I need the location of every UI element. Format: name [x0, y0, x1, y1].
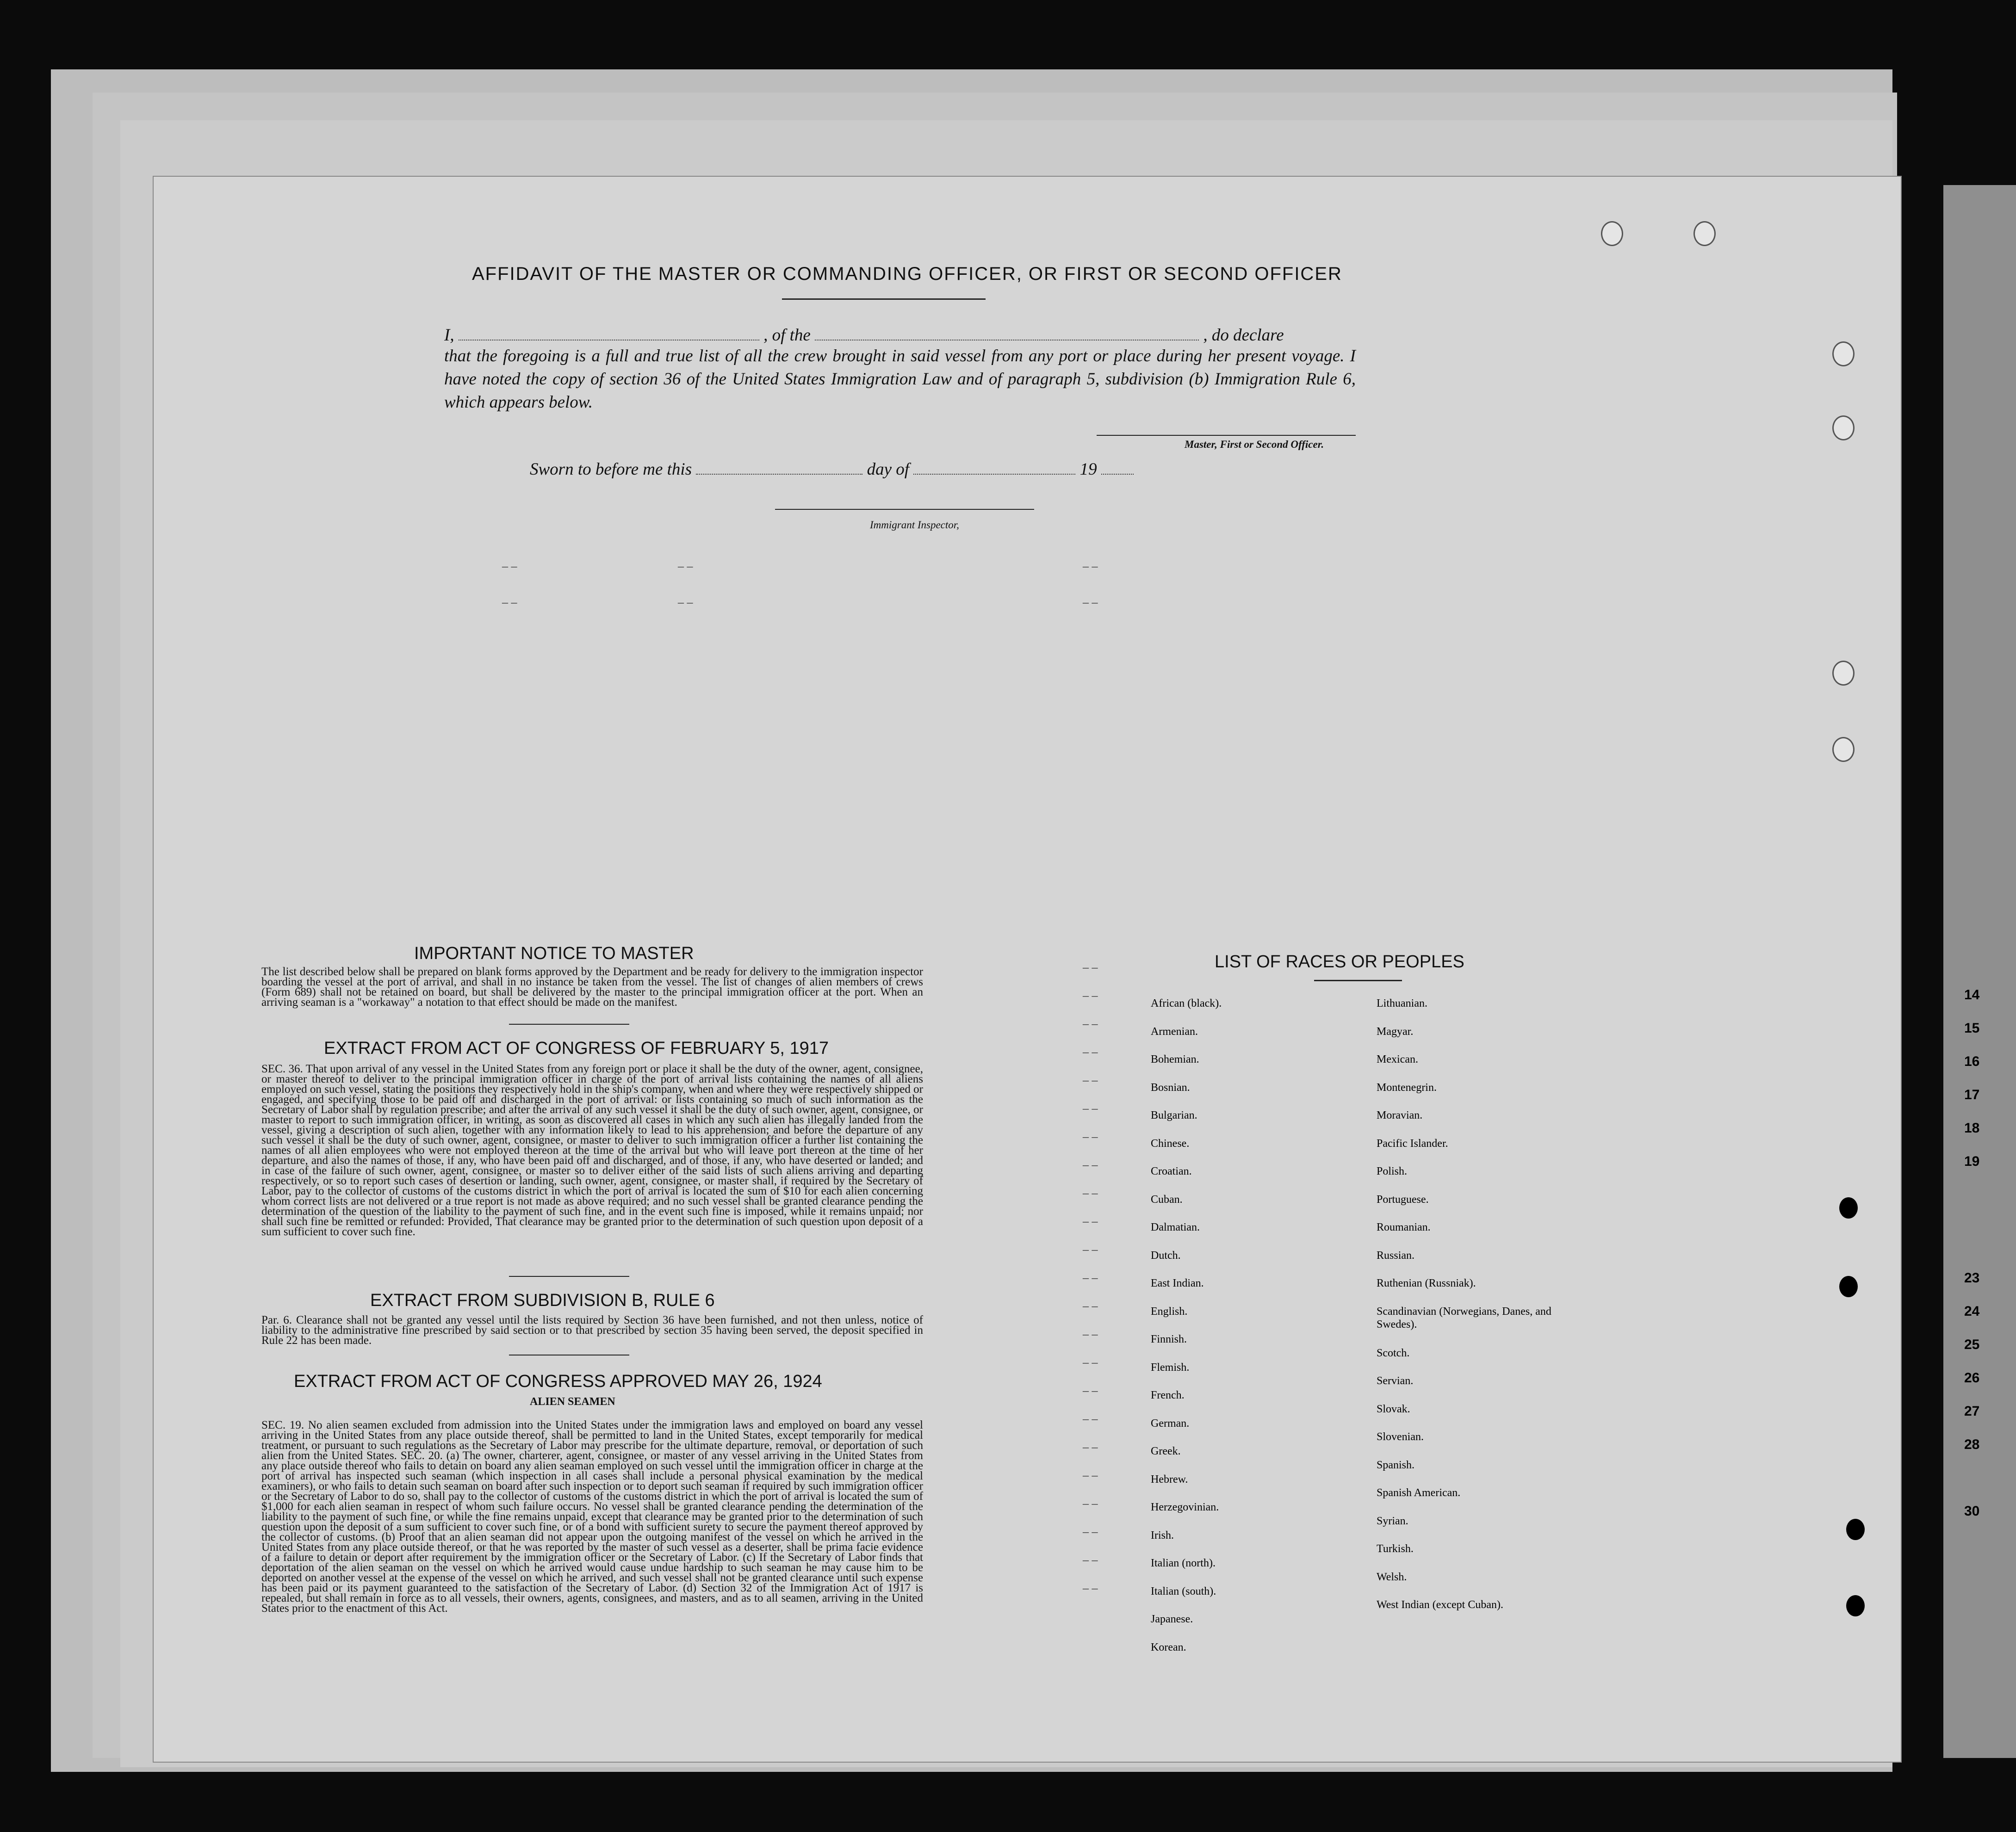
act1917-title: EXTRACT FROM ACT OF CONGRESS OF FEBRUARY 5, 1917: [324, 1039, 829, 1058]
declaration-body: that the foregoing is a full and true list of all the crew brought in said vessel from any port or place during her present voyage. I have noted the copy of section 36 of the United States Immigration Law and of paragraph 5, subdivision (b) Immigration Rule 6, which appears below.: [444, 347, 1356, 412]
race-item: Hebrew.: [1151, 1473, 1188, 1485]
race-item: Montenegrin.: [1377, 1081, 1437, 1094]
faint-dashes-col3: – – – –: [1083, 559, 1098, 609]
notice-title: IMPORTANT NOTICE TO MASTER: [414, 944, 694, 963]
race-item: Syrian.: [1377, 1515, 1408, 1527]
races-title-rule: [1314, 980, 1402, 981]
race-item: English.: [1151, 1305, 1188, 1318]
row-number: 25: [1964, 1337, 1980, 1352]
race-item: Finnish.: [1151, 1333, 1187, 1345]
row-number: 16: [1964, 1054, 1980, 1069]
affidavit-title-rule: [782, 298, 986, 300]
race-item: East Indian.: [1151, 1277, 1204, 1289]
punch-hole-dark: [1846, 1519, 1865, 1540]
race-item: Turkish.: [1377, 1543, 1414, 1555]
day-of-label: day of: [867, 460, 910, 479]
race-item: Servian.: [1377, 1375, 1414, 1387]
faint-dashes-col1: – – – –: [502, 559, 517, 609]
rule6-title: EXTRACT FROM SUBDIVISION B, RULE 6: [370, 1291, 715, 1310]
race-item: Portuguese.: [1377, 1193, 1429, 1206]
race-item: Scotch.: [1377, 1347, 1410, 1359]
rule6-text: Par. 6. Clearance shall not be granted any vessel until the lists required by Section 36 have been furnished, and not then unless, notice of liability to the administrative fine prescribed by said section or to that prescribed by section 35 having been served, the deposit specified in Rule 22 has been made.: [261, 1314, 923, 1347]
row-number: 24: [1964, 1304, 1980, 1319]
punch-hole: [1832, 737, 1855, 762]
race-item: Bulgarian.: [1151, 1109, 1197, 1121]
act1924-title: EXTRACT FROM ACT OF CONGRESS APPROVED MAY 26, 1924: [294, 1372, 822, 1391]
race-item: Bohemian.: [1151, 1053, 1199, 1065]
sworn-year-field[interactable]: [1101, 474, 1134, 475]
race-item: Magyar.: [1377, 1025, 1414, 1038]
inspector-label: Immigrant Inspector,: [870, 519, 959, 531]
row-number: 15: [1964, 1021, 1980, 1036]
notice-text: The list described below shall be prepared on blank forms approved by the Department and be ready for delivery to the immigration inspector boarding the vessel at the port of arrival, and shall in no instance be taken from the vessel. The list of changes of alien members of crews (Form 689) shall not be retained on board, but shall be delivered by the master to the principal immigration officer at the port. When an arriving seaman is a "workaway" a notation to that effect should be made on the manifest.: [261, 966, 923, 1009]
race-item: Polish.: [1377, 1165, 1408, 1177]
act1917-text: SEC. 36. That upon arrival of any vessel in the United States from any foreign port or place it shall be the duty of the owner, agent, consignee, or master thereof to deliver to the principal immigration officer in charge of the port of arrival lists containing the names of all aliens employed on such vessel, stating the positions they respectively hold in the ship's company, when and where they were respectively shipped or engaged, and specifying those to be paid off and discharged in the port of arrival: or lists containing so much of such information as the Secretary of Labor shall by regulation prescribe; and after the arrival of any such vessel it shall be the duty of such owner, agent, consignee, or master to report to such immigration officer, in writing, as soon as discovered all cases in which any such alien has illegally landed from the vessel, giving a description of such alien, together with any information likely to lead to his apprehension; and before the departure of any such vessel it shall be the duty of such owner, agent, consignee, or master to deliver to such immigration officer a further list containing the names of all alien employees who were not employed thereon at the time of the arrival but who will leave port thereon at the time of her departure, and also the names of those, if any, who have been paid off and discharged, and of those, if any, who have deserted or landed; and in case of the failure of such owner, agent, consignee, or master so to deliver either of the said lists of such aliens arriving and departing respectively, or so to report such cases of desertion or landing, such owner, agent, consignee, or master shall, if required by the Secretary of Labor, pay to the collector of customs of the customs district in which the port of arrival is located the sum of $10 for each alien concerning whom correct lists are not delivered or a true report is not made as above required; and no such vessel shall be granted clearance pending the determination of the question of the liability to the payment of such fine, and in the event such fine is imposed, while it remains unpaid; nor shall such fine be remitted or refunded: Provided, That clearance may be granted prior to the determination of such question upon deposit of a sum sufficient to cover such fine.: [261, 1063, 923, 1238]
faint-dashes-col4: – – – – – – – – – – – – – – – – – – – – – – – – – – – – – – – – – – – – – – – – – – – – – –: [1083, 960, 1098, 1595]
race-item: West Indian (except Cuban).: [1377, 1599, 1503, 1611]
row-number: 28: [1964, 1437, 1980, 1452]
punch-hole: [1832, 415, 1855, 440]
punch-hole-dark: [1846, 1595, 1865, 1616]
race-item: Scandinavian (Norwegians, Danes, and Swedes).: [1377, 1305, 1551, 1331]
race-item: Roumanian.: [1377, 1221, 1431, 1233]
race-item: Chinese.: [1151, 1137, 1190, 1150]
race-item: Cuban.: [1151, 1193, 1183, 1206]
sworn-day-field[interactable]: [696, 474, 862, 475]
punch-hole: [1832, 661, 1855, 686]
race-item: Spanish American.: [1377, 1487, 1461, 1499]
race-item: Croatian.: [1151, 1165, 1192, 1177]
race-item: Dalmatian.: [1151, 1221, 1200, 1233]
race-item: Bosnian.: [1151, 1081, 1190, 1094]
sworn-line: [530, 458, 1134, 481]
declare-suffix: , do declare: [1203, 326, 1284, 345]
sworn-month-field[interactable]: [913, 474, 1075, 475]
declaration-line: [444, 324, 1356, 347]
punch-hole: [1693, 221, 1716, 246]
races-title: LIST OF RACES OR PEOPLES: [1215, 952, 1464, 972]
row-number: 26: [1964, 1370, 1980, 1386]
race-item: African (black).: [1151, 997, 1222, 1009]
adjacent-row-numbers: [1964, 978, 1979, 1528]
inspector-signature-line[interactable]: [775, 509, 1034, 510]
punch-hole: [1832, 341, 1855, 366]
row-number: 18: [1964, 1120, 1980, 1136]
race-item: Mexican.: [1377, 1053, 1418, 1065]
faint-dashes-col2: – – – –: [678, 559, 693, 609]
race-item: German.: [1151, 1417, 1190, 1430]
race-item: Lithuanian.: [1377, 997, 1427, 1009]
adjacent-sheet: [1943, 185, 2016, 1758]
row-number: 23: [1964, 1270, 1980, 1286]
row-number: 27: [1964, 1404, 1980, 1419]
vessel-prefix: , of the: [763, 326, 811, 345]
races-column-2: [1377, 997, 1562, 1627]
race-item: Italian (south).: [1151, 1585, 1216, 1597]
row-number: 19: [1964, 1154, 1980, 1169]
declarant-prefix: I,: [444, 326, 454, 345]
race-item: Japanese.: [1151, 1613, 1193, 1625]
signature-label: Master, First or Second Officer.: [1185, 439, 1324, 450]
signature-line[interactable]: [1097, 435, 1356, 436]
race-item: Italian (north).: [1151, 1557, 1216, 1569]
act1924-text: SEC. 19. No alien seamen excluded from admission into the United States under the immigration laws and employed on board any vessel arriving in the United States from any place outside thereof, shall be permitted to land in the United States, except temporarily for medical treatment, or pursuant to such regulations as the Secretary of Labor may prescribe for the ultimate departure, removal, or deportation of such alien from the United States. SEC. 20. (a) The owner, charterer, agent, consignee, or master of any vessel arriving in the United States from any place outside thereof who fails to detain on board any alien seaman employed on such vessel until the immigration officer in charge at the port of arrival has inspected such seaman (which inspection in all cases shall include a personal physical examination by the medical examiners), or who fails to detain such seaman on board after such inspection or to deport such seaman if required by such immigration officer or the Secretary of Labor to do so, shall pay to the collector of customs of the customs district in which the port of arrival is located the sum of $1,000 for each alien seaman in respect of whom such failure occurs. No vessel shall be granted clearance pending the determination of the liability to the payment of such fine, or while the fine remains unpaid, except that clearance may be granted prior to the determination of such question upon the deposit of a sum sufficient to cover such fine, or of a bond with sufficient surety to secure the payment thereof approved by the collector of customs. (b) Proof that an alien seaman did not appear upon the outgoing manifest of the vessel on which he arrived in the United States from any place outside thereof, or that he was reported by the master of such vessel as a deserter, shall be prima facie evidence of a failure to detain or deport after requirement by the immigration officer or the Secretary of Labor. (c) If the Secretary of Labor finds that deportation of the alien seaman on the vessel on which he arrived would cause undue hardship to such seaman he may cause him to be deported on another vessel at the expense of the vessel on which he arrived, and such vessel shall not be granted clearance until such expense has been paid or its payment guaranteed to the satisfaction of the Secretary of Labor. (d) Section 32 of the Immigration Act of 1917 is repealed, but shall remain in force as to all vessels, their owners, agents, consignees, and masters, and as to all seamen, arriving in the United States prior to the enactment of this Act.: [261, 1419, 923, 1615]
row-number: 14: [1964, 987, 1980, 1003]
race-item: Armenian.: [1151, 1025, 1198, 1038]
row-number: 30: [1964, 1504, 1980, 1519]
act1917-rule: [509, 1276, 629, 1277]
act1924-subtitle: ALIEN SEAMEN: [530, 1396, 615, 1408]
notice-rule: [509, 1024, 629, 1025]
affidavit-title: AFFIDAVIT OF THE MASTER OR COMMANDING OFFICER, OR FIRST OR SECOND OFFICER: [472, 264, 1342, 284]
race-item: Moravian.: [1377, 1109, 1423, 1121]
races-column-1: [1151, 997, 1222, 1669]
race-item: Irish.: [1151, 1529, 1174, 1541]
race-item: Pacific Islander.: [1377, 1137, 1448, 1150]
race-item: Flemish.: [1151, 1361, 1190, 1374]
row-number: 17: [1964, 1087, 1980, 1102]
race-item: Welsh.: [1377, 1571, 1407, 1583]
race-item: Dutch.: [1151, 1249, 1181, 1262]
race-item: Ruthenian (Russniak).: [1377, 1277, 1476, 1289]
race-item: Spanish.: [1377, 1459, 1415, 1471]
race-item: Greek.: [1151, 1445, 1181, 1457]
punch-hole: [1601, 221, 1623, 246]
race-item: Korean.: [1151, 1641, 1186, 1653]
race-item: Russian.: [1377, 1249, 1415, 1262]
race-item: Slovak.: [1377, 1403, 1410, 1415]
race-item: Herzegovinian.: [1151, 1501, 1219, 1513]
race-item: Slovenian.: [1377, 1431, 1424, 1443]
sworn-prefix: Sworn to before me this: [530, 460, 692, 479]
punch-hole-dark: [1839, 1197, 1858, 1219]
punch-hole-dark: [1839, 1276, 1858, 1297]
year-prefix: 19: [1079, 460, 1097, 479]
race-item: French.: [1151, 1389, 1185, 1401]
